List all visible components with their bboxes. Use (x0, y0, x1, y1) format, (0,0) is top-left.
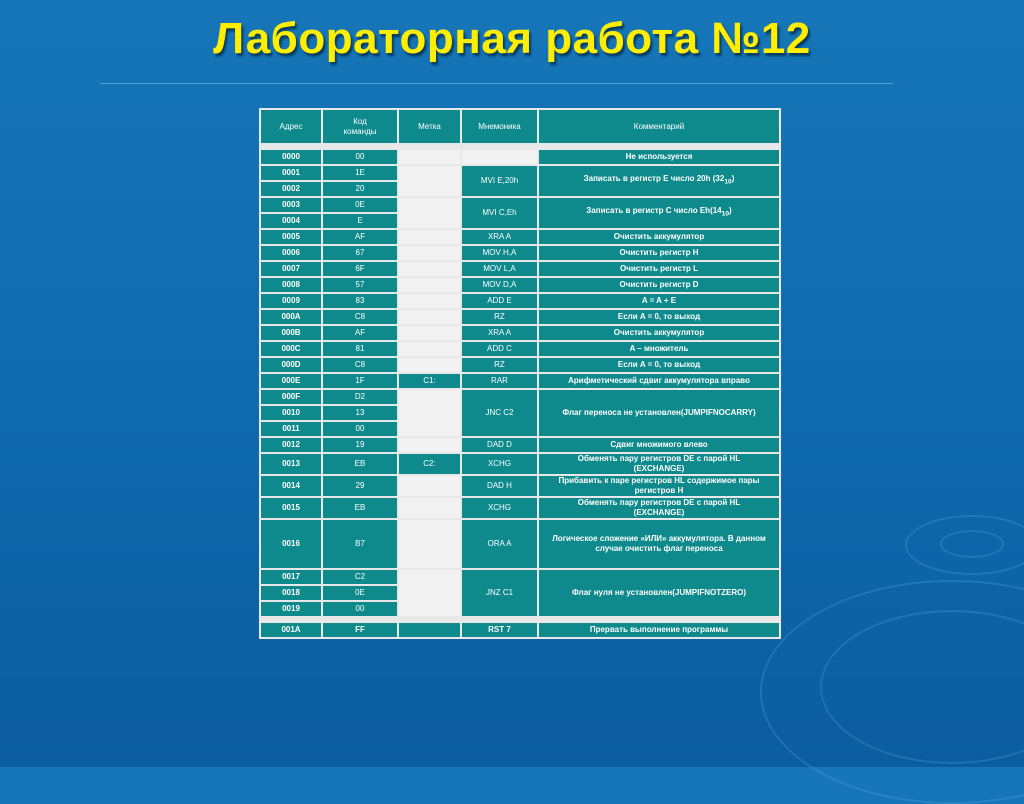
label-cell (398, 437, 461, 453)
header-code (322, 109, 398, 144)
mnemonic-cell: XRA A (461, 325, 538, 341)
table-row (260, 197, 780, 213)
address-cell: 0008 (260, 277, 322, 293)
code-cell: 13 (322, 405, 398, 421)
code-cell: C2 (322, 569, 398, 585)
address-cell: 0005 (260, 229, 322, 245)
label-cell (398, 622, 461, 638)
mnemonic-cell: JNC C2 (461, 389, 538, 437)
mnemonic-cell: XCHG (461, 453, 538, 475)
table-row (260, 149, 780, 165)
address-cell: 0003 (260, 197, 322, 213)
table-row (260, 497, 780, 519)
header-comment: Комментарий (538, 109, 780, 144)
mnemonic-cell: MOV H,A (461, 245, 538, 261)
comment-cell: Не используется (538, 149, 780, 165)
address-cell: 0011 (260, 421, 322, 437)
address-cell: 0018 (260, 585, 322, 601)
code-cell: 0E (322, 197, 398, 213)
comment-line2: регистров H (634, 486, 684, 495)
table-header-row (260, 109, 780, 144)
address-cell: 0015 (260, 497, 322, 519)
code-cell: B7 (322, 519, 398, 569)
mnemonic-cell: DAD D (461, 437, 538, 453)
comment-line1: Логическое сложение «ИЛИ» аккумулятора. В данном (552, 534, 766, 543)
code-cell: 1E (322, 165, 398, 181)
comment-cell (538, 497, 780, 519)
comment-tail: ) (731, 174, 735, 184)
table-row (260, 245, 780, 261)
comment-cell: Очистить аккумулятор (538, 229, 780, 245)
comment-cell: Очистить регистр H (538, 245, 780, 261)
comment-cell: Очистить аккумулятор (538, 325, 780, 341)
table-row (260, 293, 780, 309)
address-cell: 0001 (260, 165, 322, 181)
header-address: Адрес (260, 109, 322, 144)
comment-tail: ) (729, 206, 732, 216)
mnemonic-cell: ADD E (461, 293, 538, 309)
mnemonic-cell: RZ (461, 357, 538, 373)
label-cell (398, 293, 461, 309)
mnemonic-cell: MOV D,A (461, 277, 538, 293)
mnemonic-cell: RZ (461, 309, 538, 325)
code-cell: EB (322, 453, 398, 475)
address-cell: 0017 (260, 569, 322, 585)
table-row (260, 437, 780, 453)
mnemonic-cell: MVI E,20h (461, 165, 538, 197)
comment-cell: Если A = 0, то выход (538, 357, 780, 373)
code-cell: AF (322, 325, 398, 341)
label-cell (398, 497, 461, 519)
code-cell: FF (322, 622, 398, 638)
address-cell: 000F (260, 389, 322, 405)
comment-cell (538, 197, 780, 229)
table-row (260, 277, 780, 293)
mnemonic-cell: ORA A (461, 519, 538, 569)
code-cell: 57 (322, 277, 398, 293)
label-cell (398, 165, 461, 197)
comment-cell: Прервать выполнение программы (538, 622, 780, 638)
mnemonic-cell: DAD H (461, 475, 538, 497)
mnemonic-cell: RAR (461, 373, 538, 389)
address-cell: 0006 (260, 245, 322, 261)
comment-line1: Прибавить к паре регистров HL содержимое пары (558, 476, 760, 485)
table-row (260, 325, 780, 341)
code-cell: EB (322, 497, 398, 519)
code-cell: C8 (322, 357, 398, 373)
comment-cell: Сдвиг множимого влево (538, 437, 780, 453)
mnemonic-cell: XRA A (461, 229, 538, 245)
label-cell (398, 475, 461, 497)
table-row (260, 229, 780, 245)
address-cell: 000A (260, 309, 322, 325)
mnemonic-cell: RST 7 (461, 622, 538, 638)
mnemonic-cell (461, 149, 538, 165)
comment-cell (538, 519, 780, 569)
label-cell (398, 277, 461, 293)
label-cell (398, 261, 461, 277)
address-cell: 0014 (260, 475, 322, 497)
address-cell: 0007 (260, 261, 322, 277)
label-cell (398, 569, 461, 617)
comment-cell: A = A + E (538, 293, 780, 309)
comment-cell: Флаг нуля не установлен(JUMPIFNOTZERO) (538, 569, 780, 617)
background-ripple (760, 580, 1024, 804)
table-row (260, 475, 780, 497)
code-cell: 00 (322, 421, 398, 437)
address-cell: 0016 (260, 519, 322, 569)
comment-line2: (EXCHANGE) (633, 508, 685, 517)
address-cell: 0010 (260, 405, 322, 421)
label-cell (398, 149, 461, 165)
comment-cell: Очистить регистр L (538, 261, 780, 277)
mnemonic-cell: JNZ C1 (461, 569, 538, 617)
table-row (260, 569, 780, 585)
table-row (260, 622, 780, 638)
header-code-line1: Код (353, 116, 367, 126)
label-cell (398, 357, 461, 373)
address-cell: 0013 (260, 453, 322, 475)
address-cell: 000E (260, 373, 322, 389)
comment-text: Записать в регистр C число Eh(14 (586, 206, 722, 216)
header-mnemonic: Мнемоника (461, 109, 538, 144)
code-cell: 83 (322, 293, 398, 309)
comment-cell: Если A = 0, то выход (538, 309, 780, 325)
code-cell: 81 (322, 341, 398, 357)
table-row (260, 519, 780, 569)
slide-title: Лабораторная работа №12 (213, 14, 811, 63)
program-listing-table (259, 108, 781, 639)
comment-line1: Обменять пару регистров DE с парой HL (577, 498, 741, 507)
label-cell (398, 309, 461, 325)
address-cell: 0009 (260, 293, 322, 309)
comment-cell: Очистить регистр D (538, 277, 780, 293)
comment-line1: Обменять пару регистров DE с парой HL (577, 454, 741, 463)
table-row (260, 309, 780, 325)
code-cell: 00 (322, 149, 398, 165)
label-cell (398, 341, 461, 357)
code-cell: AF (322, 229, 398, 245)
mnemonic-cell: MOV L,A (461, 261, 538, 277)
address-cell: 000B (260, 325, 322, 341)
address-cell: 001A (260, 622, 322, 638)
code-cell: 1F (322, 373, 398, 389)
code-cell: 19 (322, 437, 398, 453)
code-cell: D2 (322, 389, 398, 405)
address-cell: 000C (260, 341, 322, 357)
table-row (260, 453, 780, 475)
label-cell (398, 229, 461, 245)
comment-cell (538, 453, 780, 475)
label-cell: C2: (398, 453, 461, 475)
comment-cell: Арифметический сдвиг аккумулятора вправо (538, 373, 780, 389)
comment-subscript: 10 (724, 178, 732, 186)
address-cell: 0004 (260, 213, 322, 229)
table-row (260, 261, 780, 277)
label-cell (398, 389, 461, 437)
comment-line2: (EXCHANGE) (633, 464, 685, 473)
comment-text: Записать в регистр E число 20h (32 (583, 174, 725, 184)
address-cell: 0000 (260, 149, 322, 165)
address-cell: 0012 (260, 437, 322, 453)
background-ripple (905, 515, 1024, 575)
address-cell: 000D (260, 357, 322, 373)
code-cell: E (322, 213, 398, 229)
comment-cell: A – множитель (538, 341, 780, 357)
comment-cell: Флаг переноса не установлен(JUMPIFNOCARRY) (538, 389, 780, 437)
code-cell: 29 (322, 475, 398, 497)
comment-line2: случае очистить флаг переноса (595, 544, 723, 553)
mnemonic-cell: XCHG (461, 497, 538, 519)
header-label: Метка (398, 109, 461, 144)
table-row (260, 165, 780, 181)
address-cell: 0002 (260, 181, 322, 197)
title-divider (100, 83, 893, 84)
table-row (260, 357, 780, 373)
table-row (260, 373, 780, 389)
mnemonic-cell: ADD C (461, 341, 538, 357)
label-cell (398, 519, 461, 569)
mnemonic-cell: MVI C,Eh (461, 197, 538, 229)
label-cell (398, 197, 461, 229)
code-cell: 6F (322, 261, 398, 277)
table-row (260, 341, 780, 357)
address-cell: 0019 (260, 601, 322, 617)
comment-cell (538, 165, 780, 197)
table-row (260, 389, 780, 405)
code-cell: 20 (322, 181, 398, 197)
label-cell: C1: (398, 373, 461, 389)
code-cell: C8 (322, 309, 398, 325)
header-code-line2: команды (343, 126, 377, 136)
comment-cell (538, 475, 780, 497)
comment-subscript: 10 (721, 210, 730, 218)
label-cell (398, 325, 461, 341)
code-cell: 00 (322, 601, 398, 617)
code-cell: 0E (322, 585, 398, 601)
label-cell (398, 245, 461, 261)
code-cell: 67 (322, 245, 398, 261)
